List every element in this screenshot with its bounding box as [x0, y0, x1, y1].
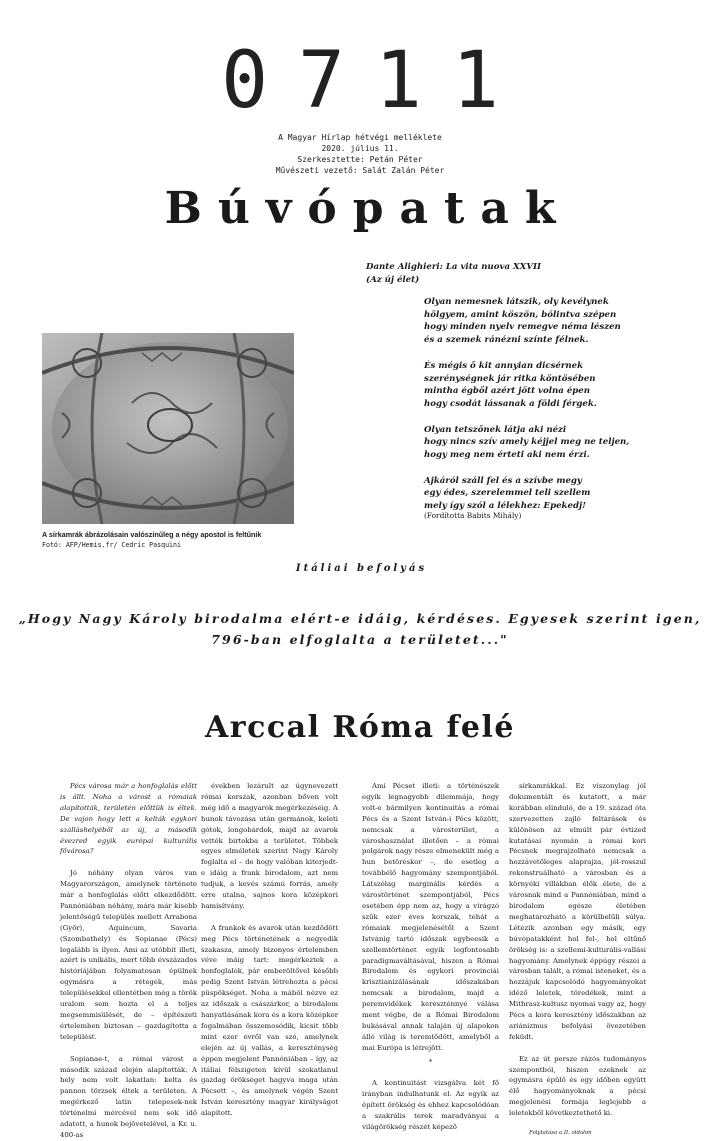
poem-stanza: [424, 475, 629, 513]
photo-caption: A sírkamrák ábrázolásain valószínűleg a négy apostol is feltűnik: [42, 530, 262, 539]
article-paragraph: A kontinuitást vizsgálva két fő irányban indulhatunk el. Az egyik az épített örökség és ehhez kapcsolódóan a szakrális terek maradványai a világörökség részét képező: [362, 1079, 499, 1132]
photo-credit: Fotó: AFP/Hemis.fr/ Cedric Pasquini: [42, 541, 181, 549]
fresco-image: [42, 333, 294, 524]
art-director-credit: Művészeti vezető: Salát Zalán Péter: [275, 166, 445, 175]
supplement-line: A Magyar Hírlap hétvégi melléklete: [278, 133, 442, 142]
poem-line: hölgyem, amint köszön, bólintva szépen: [424, 309, 617, 320]
poem-line: és a szemek ránézni színte félnek.: [424, 335, 589, 346]
pull-quote-line: 796-ban elfoglalta a területet...": [211, 632, 509, 647]
article-column-4: [509, 781, 646, 1139]
section-label: Itáliai befolyás: [295, 563, 428, 574]
article-paragraph: években lezárult az úgynevezett római korszak, azonban bőven volt még idő a magyarok megérkezéséig. A hunok távozása után germánok, keleti gótok, longobárdok, majd az avarok vették birtokba a területet. Többek egyes elméletek szerint Nagy Károly foglalta el – de hogy valóban kiterjedt-e idáig a frank birodalom, azt nem tudjuk, a kevés számú forrás, amely erre utalna, sajnos kora középkori hamisítvány.: [201, 782, 338, 910]
poem-line: mely így szól a lélekhez: Epekedj!: [424, 501, 586, 512]
poem-line: egy édes, szerelemmel teli szellem: [424, 488, 591, 499]
editor-credit: Szerkesztette: Petán Péter: [297, 155, 423, 164]
article-paragraph: Ami Pécset illeti: a történészek egyik legnagyobb dilemmája, hogy volt-e bármilyen kontinuitás a római Pécs és a Szent István-i Pécs között, nemcsak a városterület, a városhasználat illetően – a római polgárok nagy része elmenekült még a hun betöréskor –, de esetleg a továbbélő hagyomány szempontjából. Látszólag marginális kérdés a várostörténet szempontjából, Pécs esetében épp nem az, hogy a virágzó szűk ezer éves korszak, tehát a rómaiak megjelenésétől a Szent Istvánig tartó időszak egybeesik a szellemtörténet egyik legfontosabb paradigmaváltásával, hiszen a Római Birodalom és egykori provinciái krisztianizálásának időszakában nemcsak a birodalom, majd a peremvidékek kereszténnyé válása ment végbe, de a Római Birodalom bukásával annak talaján új alapokon álló világ is teremtődött, amelyből a mai Európa is létrejött.: [362, 782, 499, 1052]
pull-quote: [0, 608, 720, 650]
article-title: Arccal Róma felé: [205, 710, 515, 745]
poem-line: hogy minden nyelv remegve néma lészen: [424, 322, 621, 333]
issue-date: 2020. július 11.: [321, 144, 399, 153]
poem-heading: [366, 261, 541, 286]
poem-line: Ajkáról száll fel és a szívbe megy: [424, 475, 582, 486]
article-column-3: [362, 781, 499, 1133]
pull-quote-line: „Hogy Nagy Károly birodalma elért-e idáig, kérdéses. Egyesek szerint igen,: [18, 611, 702, 626]
poem-line: Olyan tetszőnek látja aki nézi: [424, 424, 567, 435]
issue-number: 0711: [221, 36, 529, 126]
article-paragraph: Ez az út persze rázós tudományos szempontból, hiszen ezeknek az egymásra épülő és egy időben együtt élő hagyományoknak a pécsi megjelenési formája leglejebb a leletekből következtethető ki.: [509, 1054, 646, 1118]
poem-line: hogy nincs szív amely kéjjel meg ne teljen,: [424, 437, 630, 448]
supplement-title: Búvópatak: [164, 183, 572, 234]
article-paragraph: Jó néhány olyan város van Magyarországon, amelynek története már a honfoglalás előtt elkezdődött. Pannóniában néhány, mára már kisebb jelentőségű település mellett Arrabona (Győr), Aquincum, Savaria (Szombathely) és Sopianae (Pécs) legalább is ilyen. Ami az utóbbit illeti, azért is unikális, mert több évszázados históriájában folyamatosan épülnek egymásra a rétegek, más településekkel ellentétben még a török uralom sem hozta el a teljes megsemmisülését, de – építészeti értelemben biztosan – gazdagította a települést.: [60, 869, 197, 1041]
article-paragraph: sírkamrákkal. Ez viszonylag jól dokumentált és kutatott, a már korábban elinduló, de a 19. század óta szervezetten zajló feltárások és különösen az elmúlt pár évtized kutatásai nyomán a római kori Pécsnek megrajzolható nemcsak a hozzávetőleges alaprajza, jól-rosszul rekonstruálható a városban és a környéki villákban élők élete, de a városnak mind a Pannóniában, mind a birodalom egésze életében meghatározható a körülbelüli súlya. Létezik azonban egy másik, egy búvópatakként hol fel-, hol eltűnő örökség is: a szellemi-kulturális-vallási hagyomány. Amelynek éppúgy részei a városban talált, a római isteneket, és a hozzájuk kapcsolódó hagyományokat idéző leletek, töredékek, mint a Mithrasz-kultusz nyomai vagy az, hogy Pécs a kora keresztény időszakban az ariánizmus befolyási övezetében feküdt.: [509, 782, 646, 1041]
article-paragraph: A frankok és avarok után kezdődött meg Pécs történetének a negyedik szakasza, amely bizonyos értelemben véve máig tart: megérkeztek a honfoglalók, pár emberöltővel később pedig Szent István létrehozta a pécsi püspökséget. Noha a mából nézve ez az időszak a császárkor, a birodalom hanyatlásának kora és a kora középkor fogalmában összemosódik, kicsit több mint ezer évről van szó, amelynek elején az új vallás, a kereszténység éppen megjelent Pannóniában – így, az itáliai félszigeten kívül szokatlanul gazdag örökséget hagyva maga után Pécsett –, és amelynek végén Szent István keresztény magyar királyságot alapított.: [201, 923, 338, 1118]
poem-line: hogy meg nem érteti aki nem érzi.: [424, 450, 590, 461]
poem-body: [424, 296, 629, 526]
continued-note: Folytatása a II. oldalon: [529, 1130, 592, 1137]
poem-line: mintha égből azért jött volna épen: [424, 386, 591, 397]
poem-line: Olyan nemesnek látszik, oly kevélynek: [424, 297, 609, 307]
article-column-2: [201, 781, 338, 1119]
poem-line: hogy csodát lássanak a földi férgek.: [424, 398, 597, 409]
poem-subtitle: (Az új élet): [366, 274, 420, 285]
poem-line: És mégis ő kit annyian dicsérnek: [424, 360, 584, 371]
article-paragraph: Sopianae-t, a római várost a második század elején alapították. A hely nem volt lakatlan: kelta és pannon törzsek éltek a területen. A megérkező latin telepesek-nek történelmi mércével nem sok idő adatott, a hunok bejövetelével, a Kr. u. 400-as: [60, 1054, 197, 1139]
poem-stanza: [424, 424, 629, 462]
poem-stanza: [424, 360, 629, 411]
poem-author-title: Dante Alighieri: La vita nuova XXVII: [366, 262, 542, 272]
article-lead: Pécs városa már a honfoglalás előtt is állt. Noha a várost a rómaiak alapították, területén előttük is éltek. De vajon hogy lett a kelták egykori szálláshelyéből az új, a második évezred egyik európai kulturális fővárosa?: [60, 782, 197, 856]
poem-translator-credit: (Fordította Babits Mihály): [424, 511, 522, 520]
poem-line: szerénységnek jár ritka köntösében: [424, 373, 596, 384]
poem-stanza: [424, 296, 629, 347]
masthead-meta: [0, 132, 720, 176]
article-column-1: [60, 781, 197, 1141]
tomb-fresco-photo: [42, 333, 294, 524]
section-separator: *: [428, 1057, 433, 1066]
